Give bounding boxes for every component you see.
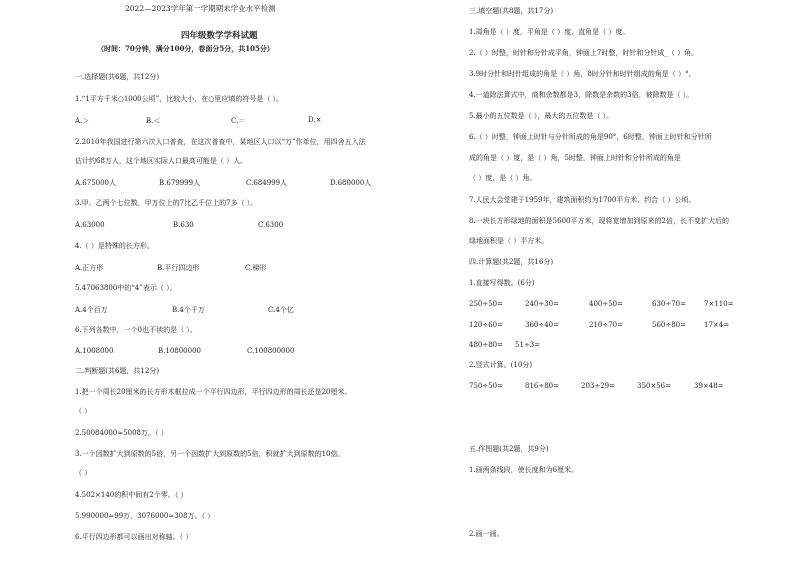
exam-subtitle: （时间：70分钟，满分100分，卷面分5分，共105分） <box>97 44 274 53</box>
choice-q3: 3.甲、乙两个七位数，甲万位上的7比乙千位上的7多（ ）。 <box>75 199 258 207</box>
option-c: C.100800000 <box>247 347 295 355</box>
option-d: D.680000人 <box>330 179 372 187</box>
exam-title: 四年级数学学科试题 <box>181 31 258 41</box>
fill-q8-line2: 绿地面积是（ ）平方米。 <box>469 237 549 245</box>
calc-item: 51÷3= <box>515 341 541 349</box>
calc-item: 210÷70= <box>589 321 623 329</box>
fill-q6-line3: （ ）度，是（ ）角。 <box>469 174 537 182</box>
calc-item: 560÷80= <box>652 321 686 329</box>
calc-item: 360÷40= <box>525 321 559 329</box>
judge-q3: 3.一个因数扩大到原数的5倍，另一个因数扩大到原数的5倍，积就扩大到原数的10倍。 <box>75 450 345 458</box>
calc-item: 120÷60= <box>469 321 503 329</box>
section2-title: 二.判断题(共6题，共12分) <box>75 367 160 375</box>
calc-item: 816÷80= <box>525 382 559 390</box>
judge-q6: 6.平行四边形都可以画出对称轴。（ ） <box>75 533 193 541</box>
choice-q4: 4.（ ）是特殊的长方形。 <box>75 242 154 250</box>
fill-q8-line1: 8.一块长方形绿地的面积是5600平方米，现将宽增加到原来的2倍，长不变扩大后的 <box>469 217 729 225</box>
option-b: B.4个千万 <box>172 306 205 314</box>
judge-q5: 5.990000≈99万，3076000≈308万。（ ） <box>75 512 215 520</box>
calc-item: 39×48= <box>694 382 724 390</box>
judge-q1: 1.把一个周长20厘米的长方形木框拉成一个平行四边形，平行四边形的周长还是20厘米。 <box>75 388 352 396</box>
option-c: C.＝ <box>231 117 246 125</box>
option-c: C.梯形 <box>245 264 267 272</box>
option-a: A.1008000 <box>75 347 114 355</box>
option-b: B.10800000 <box>158 347 201 355</box>
fill-q6-line1: 6.（ ）时整，钟面上时针与分针所成的角是90°，6时整，钟面上时针和分针所 <box>469 133 712 141</box>
option-b: B.平行四边形 <box>157 264 200 272</box>
option-c: C.4个亿 <box>268 306 294 314</box>
judge-q3-blank: （ ） <box>75 469 92 477</box>
option-b: B.＜ <box>146 117 161 125</box>
section4-title: 四.计算题(共2题，共16分) <box>469 258 554 266</box>
option-a: A.63000 <box>75 221 105 229</box>
option-c: C.6300 <box>258 221 284 229</box>
exam-school-year: 2022—2023学年第一学期期末学业水平检测 <box>125 4 276 13</box>
fill-q2: 2.（ ）时整，时针和分针成平角，钟面上7时整，时针和分针成_（ ）角。 <box>469 49 699 57</box>
section1-title: 一.选择题(共6题，共12分) <box>75 73 160 81</box>
section5-title: 五.作图题(共2题，共9分) <box>469 445 549 453</box>
calc-item: 240÷30= <box>525 300 559 308</box>
judge-q1-blank: （ ） <box>75 407 92 415</box>
calc-item: 17×4= <box>704 321 730 329</box>
calc-item: 480÷80= <box>469 341 503 349</box>
choice-q2-line1: 2.2010年我国进行第六次人口普查，在这次普查中，某地区人口以“万”作单位，用四舍五入法 <box>75 138 366 146</box>
choice-q2-line2: 估计约68万人，这个地区实际人口最高可能是（ ）人。 <box>75 157 248 165</box>
choice-q1: 1.“1平方千米○1000公顷”，比较大小，在○里应填的符号是（ ）。 <box>75 95 284 103</box>
calc-item: 350×56= <box>637 382 671 390</box>
judge-q4: 4.502×140的积中间有2个零。（ ） <box>75 491 188 499</box>
choice-q5: 5.47063800中的“4”表示（ ）。 <box>75 284 177 292</box>
fill-q5: 5.最小的五位数是（ ），最大的五位数是（ ）。 <box>469 112 614 120</box>
fill-q1: 1.周角是（ ）度，平角是（ ）度，直角是（ ）度。 <box>469 28 630 36</box>
fill-q4: 4.一道除法算式中，商和余数都是3，除数是余数的3倍，被除数是（ ）。 <box>469 91 694 99</box>
calc-item: 7×110= <box>704 300 734 308</box>
option-b: B.630 <box>173 221 194 229</box>
option-a: A.675000人 <box>75 179 117 187</box>
option-a: A.4个百万 <box>75 306 108 314</box>
calc-item: 400÷50= <box>589 300 623 308</box>
judge-q2: 2.50084000≈5008万。（ ） <box>75 429 168 437</box>
option-a: A.＞ <box>75 117 90 125</box>
option-d: D.× <box>308 116 322 124</box>
fill-q7: 7.人民大会堂建于1959年，建筑面积约为1700平方米，约合（ ）公顷。 <box>469 196 696 204</box>
calc-part1-title: 1.直接写得数。(6分) <box>469 279 535 287</box>
calc-item: 750÷50= <box>469 382 503 390</box>
calc-item: 203÷29= <box>581 382 615 390</box>
calc-part2-title: 2.竖式计算。(10分) <box>469 361 533 369</box>
draw-q1: 1.画两条线段，使长度和为6厘米。 <box>469 466 579 474</box>
fill-q3: 3.9时分针和时针组成的角是（ ）角，8时分针和时针组成的角是（ ）°。 <box>469 70 696 78</box>
fill-q6-line2: 成的角是（ ）度，是（ ）角，5时整，钟面上时针和分针所成的角是 <box>469 154 681 162</box>
option-c: C.684999人 <box>246 179 288 187</box>
option-a: A.正方形 <box>75 264 104 272</box>
calc-item: 250÷50= <box>469 300 503 308</box>
calc-item: 630÷70= <box>652 300 686 308</box>
choice-q6: 6.下列各数中，一个0也不读的是（ ）。 <box>75 326 197 334</box>
option-b: B.679999人 <box>159 179 201 187</box>
draw-q2: 2.画一画。 <box>469 530 504 538</box>
section3-title: 三.填空题(共8题，共17分) <box>469 7 554 15</box>
